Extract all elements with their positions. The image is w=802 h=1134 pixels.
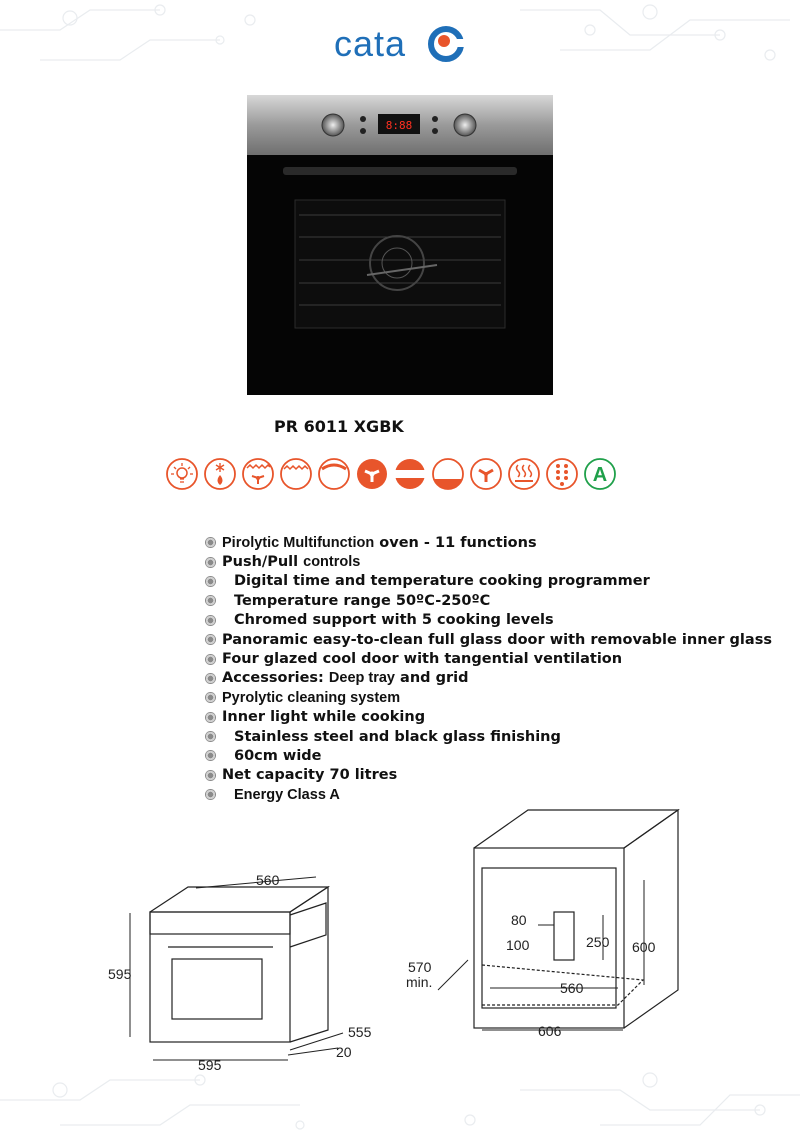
brand-wordmark: cata [334,23,407,64]
feature-text: Stainless steel and black glass finishing [234,728,561,745]
feature-text: Deep tray [328,670,395,687]
model-name: PR 6011 XGBK [274,417,404,436]
dim-vent-offset: 100 [506,937,530,953]
energy-class-a-icon [583,457,617,491]
dim-inner-width: 560 [560,980,584,996]
top-heat-icon [317,457,351,491]
fan-grill-icon [241,457,275,491]
feature-text: Temperature range 50ºC-250ºC [234,592,491,609]
bottom-heat-icon [431,457,465,491]
feature-item [205,630,772,649]
bullet-icon [205,557,216,568]
energy-icon-letter: A [592,464,608,486]
oven-product-photo [247,95,553,395]
dim-door: 20 [336,1044,352,1060]
feature-item [205,708,765,727]
feature-text: Pyrolytic cleaning system [222,689,401,706]
feature-text: Pirolytic Multifunction [222,534,375,551]
dim-cabinet-height: 600 [632,939,656,955]
bullet-icon [205,537,216,548]
feature-item [205,533,765,552]
feature-text: Chromed support with 5 cooking levels [234,612,554,629]
feature-text: Panoramic easy-to-clean full glass door with removable inner glass [222,631,772,648]
grill-icon [279,457,313,491]
oven-display: 8:88 [385,119,413,132]
dim-outer-width: 606 [538,1023,562,1039]
feature-list [205,533,772,804]
feature-text: oven - 11 functions [374,534,537,551]
pyrolytic-icon [507,457,541,491]
defrost-icon [203,457,237,491]
bullet-icon [205,712,216,723]
feature-text: Four glazed cool door with tangential ventilation [222,651,623,668]
light-icon [165,457,199,491]
cabinet-dimensions-diagram [398,800,698,1060]
feature-item [205,766,765,785]
bullet-icon [205,654,216,665]
cooking-levels-icon [545,457,579,491]
bullet-icon [205,634,216,645]
bullet-icon [205,673,216,684]
function-icons-row [165,457,645,495]
logo-mark-icon [428,26,464,62]
feature-text: Accessories: [222,670,329,687]
feature-item [205,688,765,707]
dim-bottom-width: 595 [198,1057,222,1073]
feature-item [205,649,765,668]
dim-height: 595 [108,966,132,982]
cata-logo [334,24,474,70]
feature-text: Energy Class A [234,786,340,803]
feature-text: 60cm wide [234,747,322,764]
feature-item [205,611,765,630]
bullet-icon [205,789,216,800]
fan-icon [469,457,503,491]
feature-item [205,746,765,765]
feature-text: Inner light while cooking [222,709,426,726]
feature-item [205,572,765,591]
feature-item [205,669,765,688]
feature-text: Push/Pull [222,554,304,571]
feature-text: Digital time and temperature cooking programmer [234,573,650,590]
bullet-icon [205,576,216,587]
fan-bottom-icon [355,457,389,491]
bullet-icon [205,770,216,781]
feature-item [205,591,765,610]
dim-vent-height: 250 [586,934,610,950]
bullet-icon [205,615,216,626]
feature-text: and grid [395,670,469,687]
dim-cabinet-depth-unit: min. [406,974,433,990]
bullet-icon [205,731,216,742]
dim-cabinet-depth: 570 [408,959,432,975]
feature-text: Net capacity 70 litres [222,767,398,784]
bullet-icon [205,750,216,761]
dim-depth: 555 [348,1024,372,1040]
bullet-icon [205,692,216,703]
dim-vent-width: 80 [511,912,527,928]
bullet-icon [205,595,216,606]
oven-dimensions-diagram [98,855,398,1075]
feature-item [205,552,765,571]
top-bottom-heat-icon [393,457,427,491]
feature-text: controls [303,554,361,571]
dim-top-width: 560 [256,872,280,888]
feature-item [205,727,765,746]
